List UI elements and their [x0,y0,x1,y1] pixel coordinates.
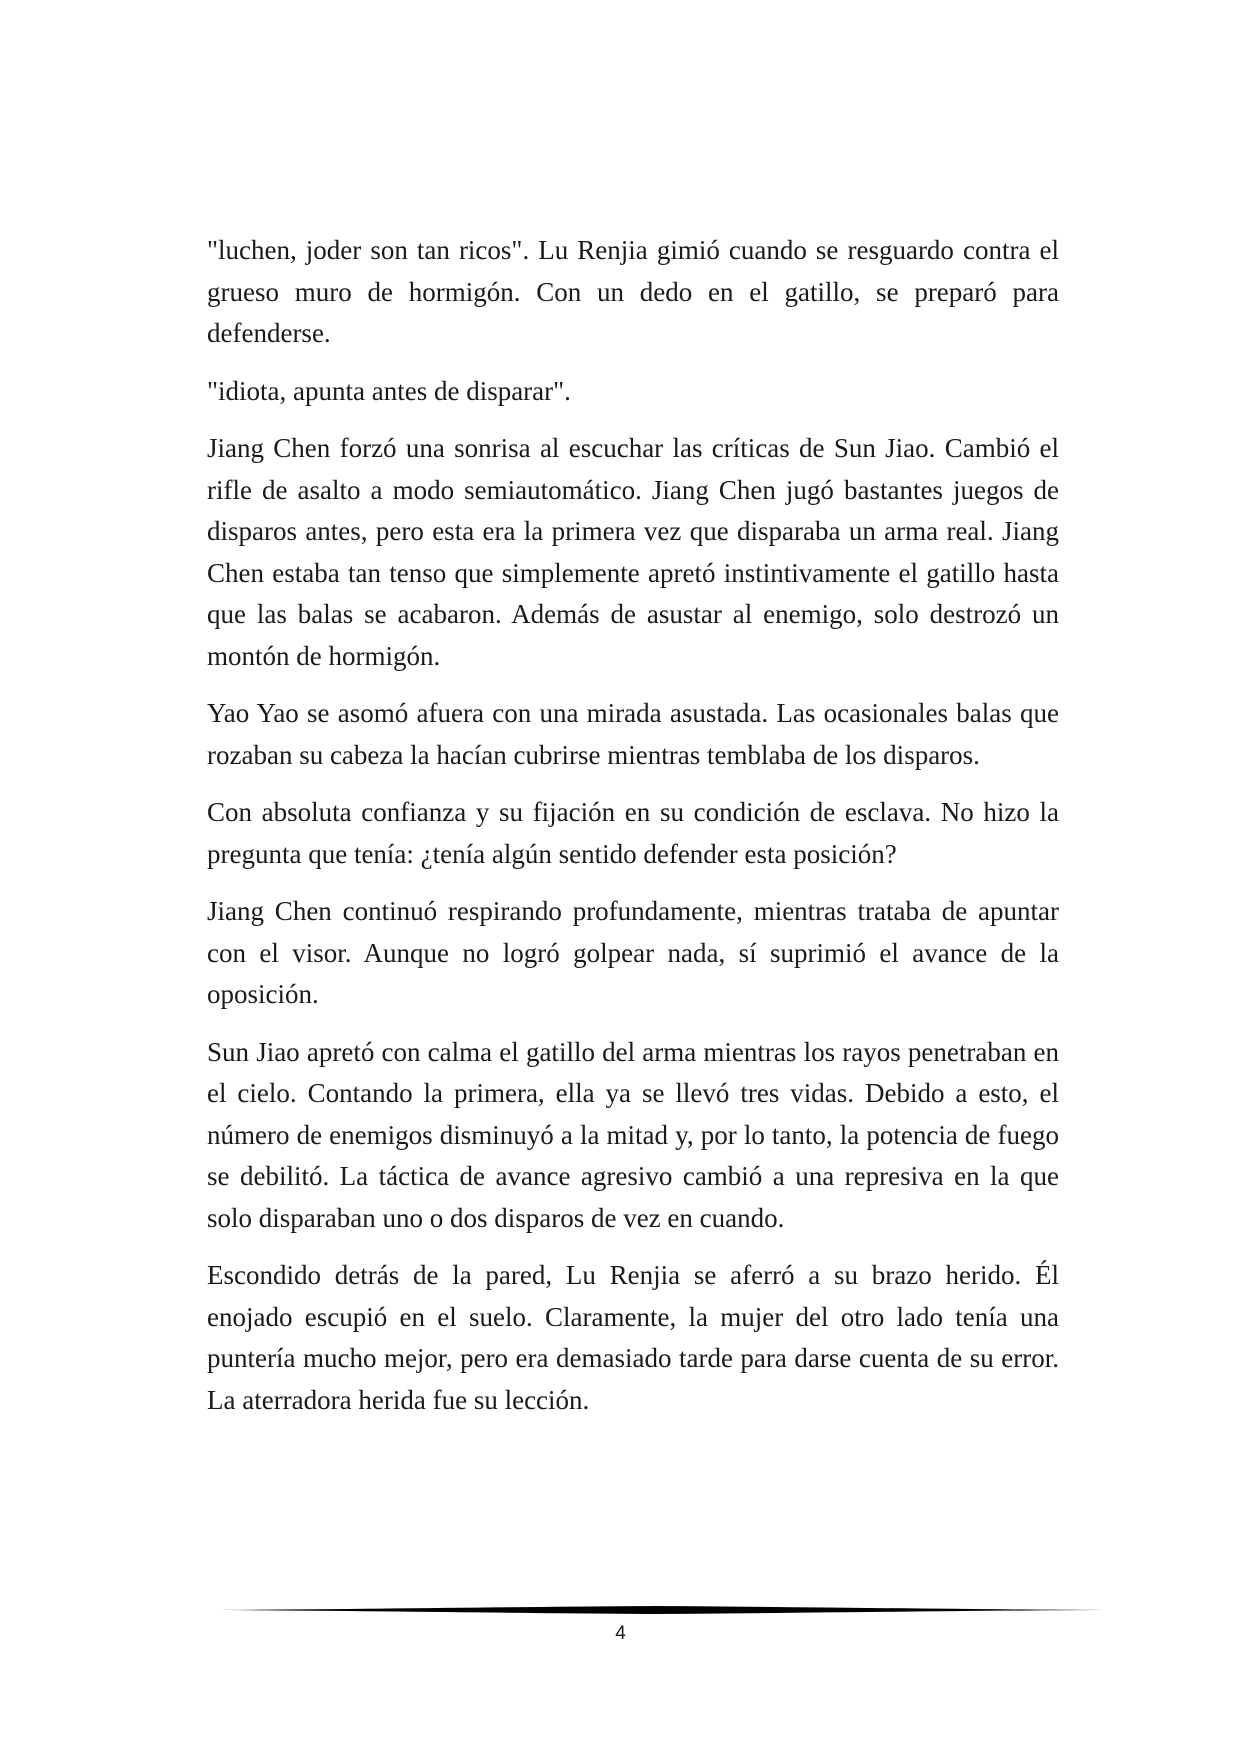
paragraph: Jiang Chen continuó respirando profundamente, mientras trataba de apuntar con el visor. Aunque no logró golpear nada, sí suprimió el avance de la oposición. [207,896,1059,1009]
footer-divider [207,1604,1105,1616]
paragraph: "luchen, joder son tan ricos". Lu Renjia gimió cuando se resguardo contra el grueso muro de hormigón. Con un dedo en el gatillo, se preparó para defenderse. [207,235,1059,348]
paragraph: Escondido detrás de la pared, Lu Renjia se aferró a su brazo herido. Él enojado escupió en el suelo. Claramente, la mujer del otro lado tenía una puntería mucho mejor, pero era demasiado tarde para darse cuenta de su error. La aterradora herida fue su lección. [207,1260,1059,1415]
paragraph: Yao Yao se asomó afuera con una mirada asustada. Las ocasionales balas que rozaban su cabeza la hacían cubrirse mientras temblaba de los disparos. [207,698,1059,770]
paragraph: "idiota, apunta antes de disparar". [207,375,571,406]
paragraph: Con absoluta confianza y su fijación en su condición de esclava. No hizo la pregunta que tenía: ¿tenía algún sentido defender esta posición? [207,797,1059,869]
body-text [207,230,1059,1437]
footer-divider-swash [207,1606,1105,1614]
paragraph: Jiang Chen forzó una sonrisa al escuchar las críticas de Sun Jiao. Cambió el rifle de asalto a modo semiautomático. Jiang Chen jugó bastantes juegos de disparos antes, pero esta era la primera vez que disparaba un arma real. Jiang Chen estaba tan tenso que simplemente apretó instintivamente el gatillo hasta que las balas se acabaron. Además de asustar al enemigo, solo destrozó un montón de hormigón. [207,433,1059,671]
page-number: 4 [615,1623,626,1644]
paragraph: Sun Jiao apretó con calma el gatillo del arma mientras los rayos penetraban en el cielo. Contando la primera, ella ya se llevó tres vidas. Debido a esto, el número de enemigos disminuyó a la mitad y, por lo tanto, la potencia de fuego se debilitó. La táctica de avance agresivo cambió a una represiva en la que solo disparaban uno o dos disparos de vez en cuando. [207,1036,1059,1233]
